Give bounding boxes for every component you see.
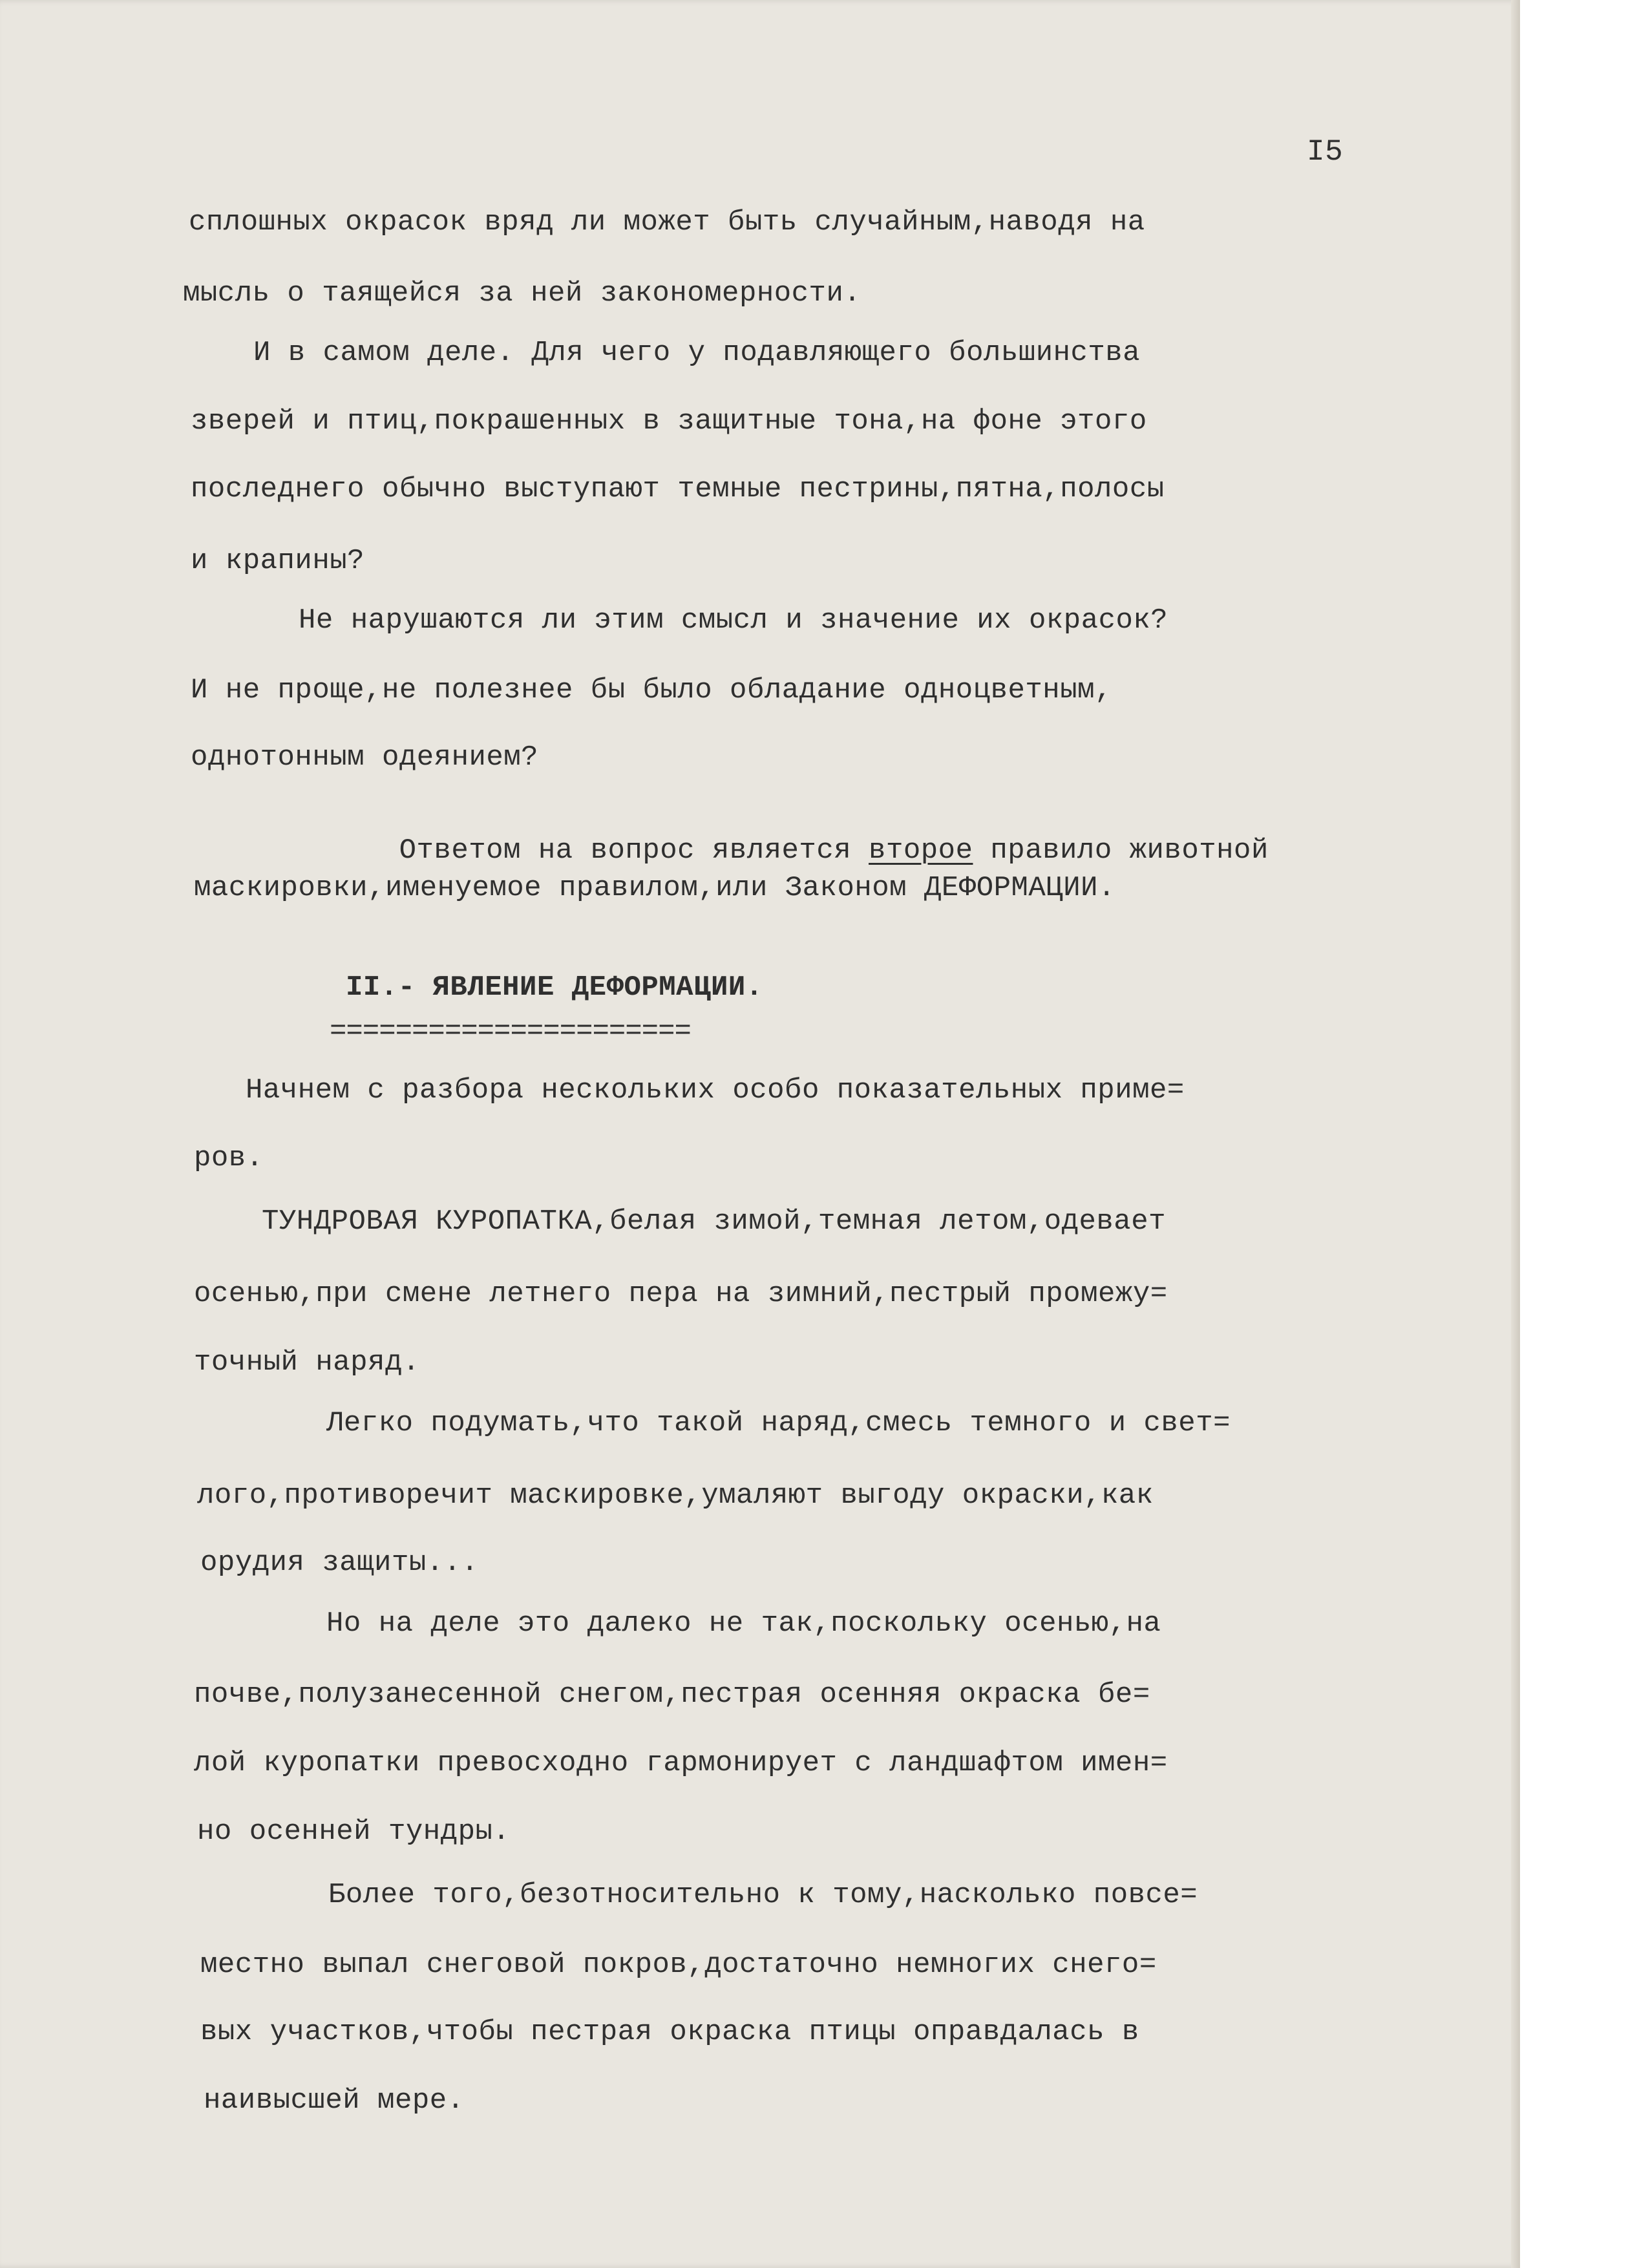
text-line-23: Более того,безотносительно к тому,насколько повсе=	[328, 1879, 1198, 1911]
text-line-16: Легко подумать,что такой наряд,смесь темного и свет=	[326, 1407, 1231, 1439]
text-line-15: точный наряд.	[194, 1346, 420, 1379]
text-line-14: осенью,при смене летнего пера на зимний,пестрый промежу=	[194, 1278, 1168, 1310]
text-line-18: орудия защиты...	[200, 1547, 479, 1579]
text-line-24: местно выпал снеговой покров,достаточно немногих снего=	[200, 1949, 1157, 1981]
answer-line-start: Ответом на вопрос является	[399, 834, 869, 867]
text-line-19: Но на деле это далеко не так,поскольку осенью,на	[326, 1607, 1161, 1640]
text-line-5: последнего обычно выступают темные пестрины,пятна,полосы	[191, 473, 1165, 505]
text-line-1: сплошных окрасок вряд ли может быть случайным,наводя на	[189, 206, 1145, 238]
text-line-11: Начнем с разбора нескольких особо показательных приме=	[246, 1074, 1185, 1107]
text-line-25: вых участков,чтобы пестрая окраска птицы оправдалась в	[200, 2016, 1139, 2048]
text-line-26: наивысшей мере.	[204, 2084, 465, 2117]
underlined-word: второе	[869, 834, 973, 867]
page-number: I5	[1307, 135, 1344, 169]
answer-line-end: правило животной	[973, 834, 1269, 867]
text-line-12: ров.	[194, 1142, 264, 1174]
text-line-4: зверей и птиц,покрашенных в защитные тона,на фоне этого	[191, 405, 1147, 438]
heading-rule: ======================	[330, 1015, 691, 1048]
text-line-21: лой куропатки превосходно гармонирует с ландшафтом имен=	[194, 1747, 1168, 1779]
text-line-10: маскировки,именуемое правилом,или Законом ДЕФОРМАЦИИ.	[194, 872, 1115, 904]
text-line-2: мысль о таящейся за ней закономерности.	[183, 277, 861, 310]
text-line-7: Не нарушаются ли этим смысл и значение их окрасок?	[299, 604, 1168, 637]
text-line-3: И в самом деле. Для чего у подавляющего большинства	[253, 337, 1141, 369]
text-line-17: лого,противоречит маскировке,умаляют выгоду окраски,как	[197, 1479, 1154, 1512]
text-line-8: И не проще,не полезнее бы было обладание одноцветным,	[191, 674, 1112, 706]
text-line-22: но осенней тундры.	[197, 1816, 511, 1848]
text-line-6: и крапины?	[191, 545, 365, 577]
text-line-20: почве,полузанесенной снегом,пестрая осенняя окраска бе=	[194, 1679, 1150, 1711]
text-line-9: однотонным одеянием?	[191, 741, 539, 774]
section-heading: II.- ЯВЛЕНИЕ ДЕФОРМАЦИИ.	[346, 971, 763, 1004]
text-line-13: ТУНДРОВАЯ КУРОПАТКА,белая зимой,темная летом,одевает	[262, 1205, 1167, 1238]
